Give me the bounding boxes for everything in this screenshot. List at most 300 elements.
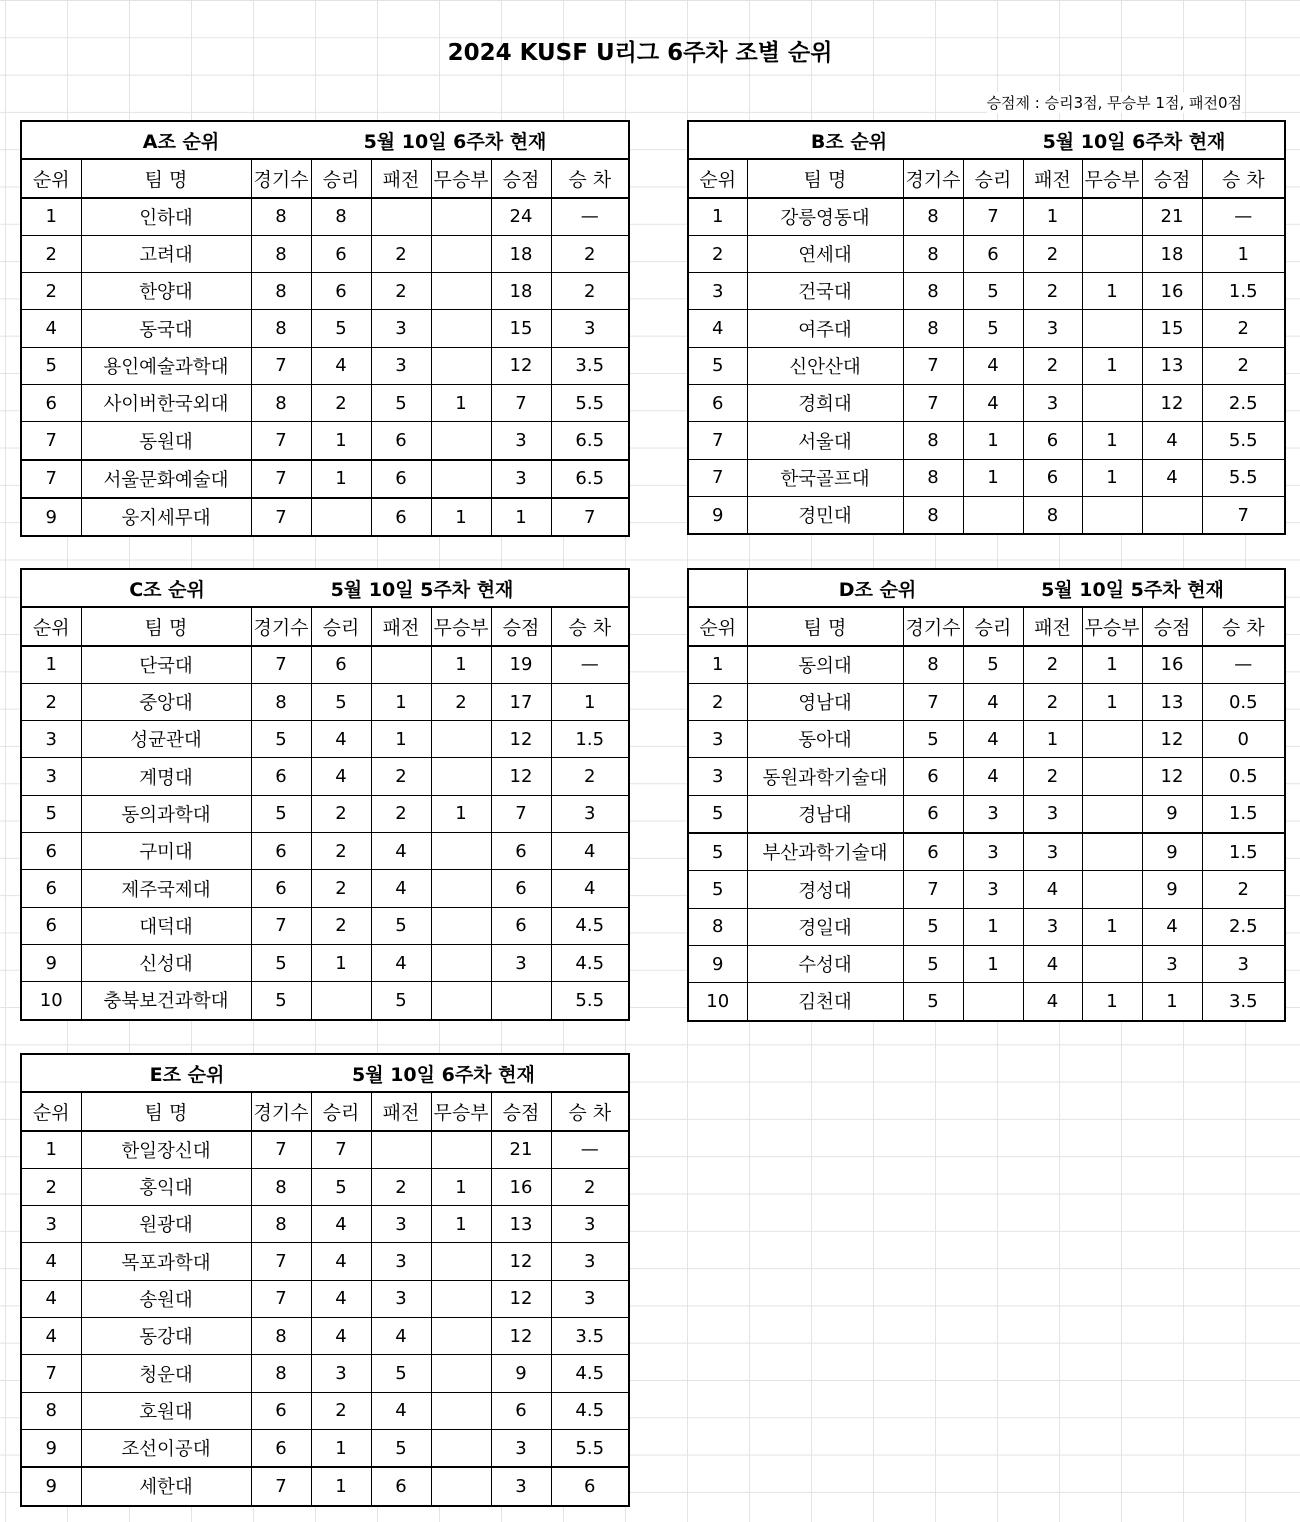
table-row <box>21 870 629 907</box>
team-cell: 한양대 <box>81 273 251 310</box>
losses-cell: 6 <box>371 422 431 460</box>
losses-cell: 2 <box>1023 273 1082 310</box>
table-row <box>21 982 629 1020</box>
losses-cell: 1 <box>371 683 431 720</box>
draws-cell <box>1082 945 1142 982</box>
table-row <box>21 1280 629 1317</box>
table-row <box>21 1206 629 1243</box>
games-cell: 5 <box>251 795 311 832</box>
points-cell: 6 <box>491 833 551 870</box>
losses-cell: 2 <box>1023 683 1082 720</box>
losses-cell: 1 <box>371 721 431 758</box>
table-row <box>21 1243 629 1280</box>
games-behind-cell: 5.5 <box>551 385 629 422</box>
draws-cell <box>431 235 491 272</box>
table-row <box>21 1168 629 1205</box>
wins-cell: 5 <box>311 683 371 720</box>
games-behind-cell: 1.5 <box>1202 833 1285 871</box>
team-cell: 동아대 <box>747 721 903 758</box>
rank-cell: 3 <box>21 1206 81 1243</box>
losses-cell: 2 <box>371 235 431 272</box>
draws-cell <box>431 1243 491 1280</box>
col-games-behind-header: 승 차 <box>1202 607 1285 645</box>
team-cell: 경성대 <box>747 871 903 908</box>
team-cell: 경희대 <box>747 385 903 422</box>
games-behind-cell: 3.5 <box>551 1318 629 1355</box>
col-games-behind-header: 승 차 <box>1202 159 1285 197</box>
table-row <box>688 496 1285 534</box>
team-cell: 경일대 <box>747 908 903 945</box>
team-cell: 홍익대 <box>81 1168 251 1205</box>
wins-cell: 1 <box>311 1467 371 1505</box>
team-cell: 동의과학대 <box>81 795 251 832</box>
col-losses-header: 패전 <box>1023 159 1082 197</box>
team-cell: 동원과학기술대 <box>747 758 903 795</box>
games-behind-cell: 0.5 <box>1202 758 1285 795</box>
games-behind-cell: 0 <box>1202 721 1285 758</box>
draws-cell <box>431 1280 491 1317</box>
table-row <box>688 945 1285 982</box>
table-row <box>688 273 1285 310</box>
wins-cell: 4 <box>963 758 1023 795</box>
draws-cell: 1 <box>1082 422 1142 459</box>
col-draws-header: 무승부 <box>1082 607 1142 645</box>
header-row <box>21 1092 629 1130</box>
points-cell: 1 <box>1142 983 1202 1021</box>
games-cell: 8 <box>251 310 311 347</box>
rank-cell: 6 <box>21 870 81 907</box>
games-cell: 6 <box>251 870 311 907</box>
col-wins-header: 승리 <box>311 159 371 197</box>
games-cell: 6 <box>251 758 311 795</box>
points-cell: 12 <box>491 721 551 758</box>
draws-cell: 1 <box>431 646 491 684</box>
losses-cell: 3 <box>371 1206 431 1243</box>
col-points-header: 승점 <box>491 159 551 197</box>
rank-cell: 2 <box>21 683 81 720</box>
games-behind-cell: 3 <box>1202 945 1285 982</box>
games-cell: 7 <box>903 871 963 908</box>
team-cell: 인하대 <box>81 198 251 236</box>
games-cell: 6 <box>251 833 311 870</box>
team-cell: 수성대 <box>747 945 903 982</box>
table-row <box>688 795 1285 833</box>
games-behind-cell: 1 <box>1202 235 1285 272</box>
points-cell <box>1142 496 1202 534</box>
col-team-header: 팀 명 <box>81 159 251 197</box>
draws-cell <box>431 870 491 907</box>
draws-cell <box>431 460 491 498</box>
draws-cell: 1 <box>1082 983 1142 1021</box>
table-row <box>688 385 1285 422</box>
games-cell: 7 <box>903 347 963 384</box>
games-cell: 8 <box>251 1318 311 1355</box>
losses-cell: 4 <box>371 944 431 981</box>
rank-cell: 4 <box>21 1318 81 1355</box>
games-cell: 7 <box>251 1280 311 1317</box>
wins-cell: 1 <box>311 460 371 498</box>
points-cell: 17 <box>491 683 551 720</box>
games-behind-cell: 4 <box>551 833 629 870</box>
points-cell: 15 <box>491 310 551 347</box>
draws-cell <box>431 422 491 460</box>
group-date: 5월 10일 6주차 현재 <box>1042 130 1226 153</box>
table-row <box>21 498 629 536</box>
team-cell: 송원대 <box>81 1280 251 1317</box>
wins-cell: 6 <box>311 646 371 684</box>
draws-cell <box>431 758 491 795</box>
losses-cell: 5 <box>371 385 431 422</box>
col-rank-header: 순위 <box>21 159 81 197</box>
table-row <box>21 1429 629 1467</box>
header-row <box>21 159 629 197</box>
rank-cell: 3 <box>688 758 747 795</box>
draws-cell <box>1082 235 1142 272</box>
wins-cell <box>311 982 371 1020</box>
rank-cell: 10 <box>21 982 81 1020</box>
draws-cell <box>431 944 491 981</box>
draws-cell <box>1082 310 1142 347</box>
col-games-header: 경기수 <box>251 1092 311 1130</box>
col-games-header: 경기수 <box>903 159 963 197</box>
table-row <box>688 721 1285 758</box>
rank-cell: 7 <box>21 422 81 460</box>
group-name: D조 순위 <box>838 578 917 601</box>
wins-cell: 5 <box>963 310 1023 347</box>
games-cell: 7 <box>251 1131 311 1169</box>
losses-cell: 3 <box>1023 385 1082 422</box>
games-cell: 7 <box>251 460 311 498</box>
losses-cell: 5 <box>371 982 431 1020</box>
games-cell: 5 <box>251 721 311 758</box>
table-row <box>21 833 629 870</box>
table-row <box>688 908 1285 945</box>
games-behind-cell: — <box>551 198 629 236</box>
col-rank-header: 순위 <box>688 607 747 645</box>
col-points-header: 승점 <box>1142 159 1202 197</box>
table-row <box>21 1467 629 1505</box>
team-cell: 동강대 <box>81 1318 251 1355</box>
points-cell: 18 <box>491 235 551 272</box>
games-behind-cell: 2 <box>551 235 629 272</box>
team-cell: 세한대 <box>81 1467 251 1505</box>
col-games-header: 경기수 <box>903 607 963 645</box>
games-cell: 8 <box>251 683 311 720</box>
wins-cell: 4 <box>311 1206 371 1243</box>
games-cell: 7 <box>251 907 311 944</box>
games-cell: 8 <box>251 385 311 422</box>
games-behind-cell: 6.5 <box>551 460 629 498</box>
table-row <box>21 907 629 944</box>
rank-cell: 2 <box>688 683 747 720</box>
games-behind-cell: 3.5 <box>1202 983 1285 1021</box>
games-cell: 8 <box>251 1206 311 1243</box>
losses-cell: 4 <box>1023 871 1082 908</box>
draws-cell <box>1082 795 1142 833</box>
rank-cell: 9 <box>21 1467 81 1505</box>
draws-cell <box>431 1355 491 1392</box>
team-cell: 용인예술과학대 <box>81 347 251 384</box>
wins-cell <box>963 496 1023 534</box>
table-row <box>688 198 1285 236</box>
rank-cell: 3 <box>21 758 81 795</box>
points-cell: 4 <box>1142 908 1202 945</box>
rank-cell: 6 <box>21 907 81 944</box>
rank-cell: 9 <box>688 496 747 534</box>
draws-cell <box>431 1429 491 1467</box>
team-cell: 충북보건과학대 <box>81 982 251 1020</box>
col-rank-header: 순위 <box>21 1092 81 1130</box>
games-cell: 5 <box>903 945 963 982</box>
games-behind-cell: 4.5 <box>551 907 629 944</box>
games-cell: 8 <box>903 496 963 534</box>
losses-cell: 3 <box>1023 908 1082 945</box>
table-row <box>688 871 1285 908</box>
games-cell: 5 <box>251 944 311 981</box>
points-cell: 18 <box>491 273 551 310</box>
games-cell: 6 <box>903 795 963 833</box>
rank-cell: 2 <box>21 1168 81 1205</box>
wins-cell: 4 <box>963 385 1023 422</box>
losses-cell: 4 <box>1023 983 1082 1021</box>
rank-cell: 5 <box>688 347 747 384</box>
team-cell: 신성대 <box>81 944 251 981</box>
games-behind-cell: 7 <box>551 498 629 536</box>
rank-cell: 2 <box>21 273 81 310</box>
games-cell: 8 <box>251 273 311 310</box>
wins-cell: 7 <box>311 1131 371 1169</box>
points-cell: 16 <box>1142 273 1202 310</box>
games-cell: 8 <box>903 310 963 347</box>
games-behind-cell: 4.5 <box>551 944 629 981</box>
col-losses-header: 패전 <box>371 1092 431 1130</box>
wins-cell: 1 <box>963 945 1023 982</box>
group-a-standings <box>20 120 630 537</box>
losses-cell: 5 <box>371 1355 431 1392</box>
rank-cell: 4 <box>21 1280 81 1317</box>
header-row <box>688 159 1285 197</box>
team-cell: 구미대 <box>81 833 251 870</box>
wins-cell: 4 <box>311 721 371 758</box>
games-cell: 5 <box>903 983 963 1021</box>
points-cell: 9 <box>491 1355 551 1392</box>
col-rank-header: 순위 <box>21 607 81 645</box>
group-c-standings <box>20 568 630 1021</box>
table-row <box>21 1392 629 1429</box>
wins-cell: 1 <box>311 422 371 460</box>
points-cell: 24 <box>491 198 551 236</box>
games-cell: 5 <box>251 982 311 1020</box>
group-title-blank <box>688 569 747 607</box>
wins-cell: 4 <box>963 347 1023 384</box>
losses-cell: 2 <box>1023 347 1082 384</box>
games-behind-cell: 4.5 <box>551 1392 629 1429</box>
team-cell: 조선이공대 <box>81 1429 251 1467</box>
losses-cell: 2 <box>371 1168 431 1205</box>
draws-cell <box>431 1392 491 1429</box>
wins-cell: 4 <box>963 683 1023 720</box>
wins-cell: 2 <box>311 870 371 907</box>
table-row <box>21 347 629 384</box>
draws-cell <box>431 1318 491 1355</box>
games-cell: 7 <box>251 498 311 536</box>
rank-cell: 3 <box>688 721 747 758</box>
wins-cell: 1 <box>963 459 1023 496</box>
team-cell: 동의대 <box>747 646 903 684</box>
losses-cell: 2 <box>371 758 431 795</box>
draws-cell <box>431 198 491 236</box>
wins-cell: 3 <box>963 871 1023 908</box>
rank-cell: 1 <box>21 1131 81 1169</box>
points-cell: 12 <box>1142 385 1202 422</box>
points-cell: 12 <box>491 1280 551 1317</box>
rank-cell: 1 <box>21 198 81 236</box>
games-cell: 7 <box>251 646 311 684</box>
wins-cell: 7 <box>963 198 1023 236</box>
wins-cell: 2 <box>311 833 371 870</box>
losses-cell: 5 <box>371 907 431 944</box>
group-date: 5월 10일 6주차 현재 <box>363 130 547 153</box>
col-team-header: 팀 명 <box>747 159 903 197</box>
draws-cell <box>1082 758 1142 795</box>
draws-cell: 1 <box>1082 459 1142 496</box>
rank-cell: 5 <box>21 795 81 832</box>
draws-cell: 1 <box>1082 908 1142 945</box>
losses-cell: 4 <box>371 1318 431 1355</box>
rank-cell: 6 <box>688 385 747 422</box>
table-row <box>688 833 1285 871</box>
losses-cell: 4 <box>371 1392 431 1429</box>
group-date: 5월 10일 6주차 현재 <box>352 1063 535 1086</box>
games-cell: 8 <box>251 198 311 236</box>
games-behind-cell: 1.5 <box>1202 795 1285 833</box>
group-name: A조 순위 <box>142 130 220 153</box>
points-cell: 7 <box>491 385 551 422</box>
wins-cell: 4 <box>311 347 371 384</box>
losses-cell: 6 <box>1023 459 1082 496</box>
points-cell: 3 <box>1142 945 1202 982</box>
rank-cell: 5 <box>688 833 747 871</box>
group-title <box>21 569 629 607</box>
col-losses-header: 패전 <box>371 159 431 197</box>
wins-cell: 1 <box>311 1429 371 1467</box>
group-date: 5월 10일 5주차 현재 <box>1041 578 1224 601</box>
losses-cell: 2 <box>371 273 431 310</box>
rank-cell: 1 <box>21 646 81 684</box>
losses-cell: 3 <box>1023 310 1082 347</box>
points-cell: 7 <box>491 795 551 832</box>
points-cell: 9 <box>1142 871 1202 908</box>
games-cell: 8 <box>903 235 963 272</box>
games-behind-cell: 6 <box>551 1467 629 1505</box>
games-cell: 8 <box>251 235 311 272</box>
games-behind-cell: 5.5 <box>551 982 629 1020</box>
games-cell: 7 <box>903 385 963 422</box>
team-cell: 제주국제대 <box>81 870 251 907</box>
table-row <box>688 347 1285 384</box>
points-cell: 12 <box>491 1243 551 1280</box>
draws-cell <box>431 833 491 870</box>
points-cell: 3 <box>491 460 551 498</box>
table-row <box>21 460 629 498</box>
points-cell: 13 <box>1142 683 1202 720</box>
losses-cell: 3 <box>371 310 431 347</box>
table-row <box>688 983 1285 1021</box>
col-team-header: 팀 명 <box>81 1092 251 1130</box>
games-behind-cell: 2 <box>1202 871 1285 908</box>
games-cell: 8 <box>903 422 963 459</box>
wins-cell: 4 <box>311 758 371 795</box>
draws-cell: 1 <box>431 795 491 832</box>
points-cell: 12 <box>491 347 551 384</box>
losses-cell <box>371 1131 431 1169</box>
col-games-header: 경기수 <box>251 159 311 197</box>
games-behind-cell: 3 <box>551 310 629 347</box>
rank-cell: 7 <box>688 459 747 496</box>
games-behind-cell: 2 <box>551 273 629 310</box>
page-title: 2024 KUSF U리그 6주차 조별 순위 <box>447 40 833 66</box>
col-wins-header: 승리 <box>311 1092 371 1130</box>
games-behind-cell: 3.5 <box>551 347 629 384</box>
table-row <box>21 310 629 347</box>
wins-cell: 3 <box>963 833 1023 871</box>
team-cell: 영남대 <box>747 683 903 720</box>
games-behind-cell: 1 <box>551 683 629 720</box>
draws-cell: 1 <box>431 1206 491 1243</box>
losses-cell: 2 <box>1023 235 1082 272</box>
wins-cell: 5 <box>963 646 1023 684</box>
games-behind-cell: 0.5 <box>1202 683 1285 720</box>
draws-cell <box>431 347 491 384</box>
games-cell: 7 <box>251 1243 311 1280</box>
points-cell: 6 <box>491 1392 551 1429</box>
draws-cell <box>431 721 491 758</box>
rank-cell: 6 <box>21 385 81 422</box>
games-cell: 5 <box>903 721 963 758</box>
table-row <box>21 235 629 272</box>
team-cell: 신안산대 <box>747 347 903 384</box>
games-cell: 8 <box>903 273 963 310</box>
table-row <box>21 944 629 981</box>
col-points-header: 승점 <box>1142 607 1202 645</box>
table-row <box>21 273 629 310</box>
group-name: E조 순위 <box>149 1063 225 1086</box>
team-cell: 청운대 <box>81 1355 251 1392</box>
games-behind-cell: 2 <box>551 758 629 795</box>
team-cell: 한국골프대 <box>747 459 903 496</box>
team-cell: 건국대 <box>747 273 903 310</box>
games-behind-cell: — <box>1202 646 1285 684</box>
losses-cell: 5 <box>371 1429 431 1467</box>
games-behind-cell: — <box>551 1131 629 1169</box>
losses-cell: 1 <box>1023 721 1082 758</box>
points-cell: 13 <box>1142 347 1202 384</box>
table-row <box>21 1131 629 1169</box>
rank-cell: 6 <box>21 833 81 870</box>
draws-cell <box>1082 833 1142 871</box>
losses-cell: 1 <box>1023 198 1082 236</box>
wins-cell: 5 <box>963 273 1023 310</box>
rank-cell: 4 <box>688 310 747 347</box>
draws-cell: 1 <box>1082 683 1142 720</box>
table-row <box>21 1355 629 1392</box>
team-cell: 서울대 <box>747 422 903 459</box>
table-row <box>688 683 1285 720</box>
col-games-header: 경기수 <box>251 607 311 645</box>
table-row <box>688 422 1285 459</box>
games-cell: 7 <box>903 683 963 720</box>
table-row <box>688 758 1285 795</box>
